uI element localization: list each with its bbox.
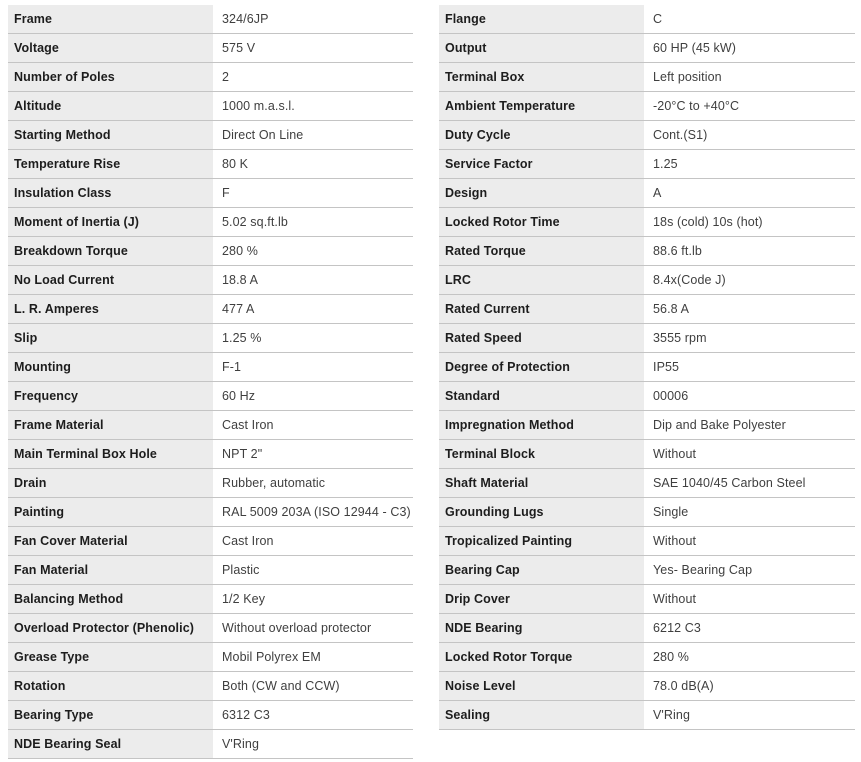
spec-row-value: 60 Hz: [213, 382, 413, 410]
spec-row-label: Mounting: [8, 353, 213, 381]
spec-row-value: V'Ring: [213, 730, 413, 758]
spec-row: [439, 382, 855, 411]
spec-row: [439, 179, 855, 208]
spec-row-value: Mobil Polyrex EM: [213, 643, 413, 671]
spec-row: [439, 353, 855, 382]
spec-row-label: Fan Material: [8, 556, 213, 584]
spec-row-value: 1000 m.a.s.l.: [213, 92, 413, 120]
spec-row: [8, 498, 413, 527]
spec-row: [8, 63, 413, 92]
spec-row: [439, 585, 855, 614]
spec-row-label: Grease Type: [8, 643, 213, 671]
spec-row: [439, 701, 855, 730]
spec-row-value: 2: [213, 63, 413, 91]
spec-row-value: 1.25: [644, 150, 855, 178]
spec-row-label: Drip Cover: [439, 585, 644, 613]
spec-row-label: Degree of Protection: [439, 353, 644, 381]
spec-row-value: A: [644, 179, 855, 207]
spec-row: [439, 614, 855, 643]
spec-row-value: Both (CW and CCW): [213, 672, 413, 700]
spec-row-value: SAE 1040/45 Carbon Steel: [644, 469, 855, 497]
spec-row: [8, 411, 413, 440]
spec-row-value: Dip and Bake Polyester: [644, 411, 855, 439]
spec-row: [8, 382, 413, 411]
spec-row-label: Rated Torque: [439, 237, 644, 265]
spec-row: [8, 5, 413, 34]
spec-row-label: Drain: [8, 469, 213, 497]
spec-row: [439, 266, 855, 295]
spec-row-label: Terminal Block: [439, 440, 644, 468]
spec-row-value: 88.6 ft.lb: [644, 237, 855, 265]
spec-row-value: 6312 C3: [213, 701, 413, 729]
spec-row-value: 60 HP (45 kW): [644, 34, 855, 62]
spec-row-label: Temperature Rise: [8, 150, 213, 178]
spec-row-label: No Load Current: [8, 266, 213, 294]
spec-row-value: Cast Iron: [213, 411, 413, 439]
spec-row-label: Altitude: [8, 92, 213, 120]
spec-row-label: Standard: [439, 382, 644, 410]
spec-row-label: Insulation Class: [8, 179, 213, 207]
spec-row-label: Bearing Type: [8, 701, 213, 729]
spec-row-label: Painting: [8, 498, 213, 526]
spec-row: [439, 208, 855, 237]
spec-row: [8, 701, 413, 730]
spec-row-label: Locked Rotor Torque: [439, 643, 644, 671]
spec-row-label: Frame: [8, 5, 213, 33]
spec-row-value: 18.8 A: [213, 266, 413, 294]
spec-row: [439, 672, 855, 701]
spec-row-value: Without overload protector: [213, 614, 413, 642]
spec-row-value: 6212 C3: [644, 614, 855, 642]
spec-row-value: 00006: [644, 382, 855, 410]
spec-row-label: Overload Protector (Phenolic): [8, 614, 213, 642]
spec-row: [8, 324, 413, 353]
spec-row: [439, 643, 855, 672]
spec-row-label: Rated Speed: [439, 324, 644, 352]
spec-row: [8, 730, 413, 759]
spec-row-value: Yes- Bearing Cap: [644, 556, 855, 584]
spec-row-label: Locked Rotor Time: [439, 208, 644, 236]
spec-row-value: Rubber, automatic: [213, 469, 413, 497]
spec-row-label: Voltage: [8, 34, 213, 62]
spec-row-label: Tropicalized Painting: [439, 527, 644, 555]
spec-row-value: Left position: [644, 63, 855, 91]
spec-row: [8, 179, 413, 208]
spec-row-label: LRC: [439, 266, 644, 294]
spec-row-label: Breakdown Torque: [8, 237, 213, 265]
spec-row-value: 1/2 Key: [213, 585, 413, 613]
spec-row-label: Balancing Method: [8, 585, 213, 613]
spec-row: [439, 63, 855, 92]
spec-row-label: Output: [439, 34, 644, 62]
spec-row-value: IP55: [644, 353, 855, 381]
spec-row-label: Flange: [439, 5, 644, 33]
spec-row-label: L. R. Amperes: [8, 295, 213, 323]
spec-row: [439, 411, 855, 440]
spec-row-label: Moment of Inertia (J): [8, 208, 213, 236]
spec-row-label: Fan Cover Material: [8, 527, 213, 555]
spec-row-value: V'Ring: [644, 701, 855, 729]
spec-row-value: 80 K: [213, 150, 413, 178]
spec-row-value: NPT 2": [213, 440, 413, 468]
spec-row: [8, 208, 413, 237]
spec-row: [8, 469, 413, 498]
spec-row: [439, 121, 855, 150]
spec-row-value: 5.02 sq.ft.lb: [213, 208, 413, 236]
spec-row-value: 575 V: [213, 34, 413, 62]
spec-row-value: Plastic: [213, 556, 413, 584]
spec-row-label: Number of Poles: [8, 63, 213, 91]
spec-row-value: 8.4x(Code J): [644, 266, 855, 294]
spec-row-label: Rotation: [8, 672, 213, 700]
spec-row-value: Without: [644, 440, 855, 468]
spec-row-value: -20°C to +40°C: [644, 92, 855, 120]
spec-row-value: 18s (cold) 10s (hot): [644, 208, 855, 236]
spec-row-label: Noise Level: [439, 672, 644, 700]
spec-row-value: F-1: [213, 353, 413, 381]
spec-row-value: Without: [644, 527, 855, 555]
spec-row-value: 78.0 dB(A): [644, 672, 855, 700]
spec-row-value: Cont.(S1): [644, 121, 855, 149]
spec-row-label: Duty Cycle: [439, 121, 644, 149]
spec-row: [8, 556, 413, 585]
spec-row-label: NDE Bearing Seal: [8, 730, 213, 758]
spec-row: [439, 469, 855, 498]
spec-row: [439, 527, 855, 556]
spec-row-label: Sealing: [439, 701, 644, 729]
spec-row-value: Single: [644, 498, 855, 526]
spec-row-label: Grounding Lugs: [439, 498, 644, 526]
spec-row: [8, 150, 413, 179]
spec-row-value: Direct On Line: [213, 121, 413, 149]
spec-row-label: Bearing Cap: [439, 556, 644, 584]
spec-row-label: Slip: [8, 324, 213, 352]
spec-row: [8, 92, 413, 121]
spec-row: [439, 295, 855, 324]
spec-row: [8, 353, 413, 382]
spec-row-value: 1.25 %: [213, 324, 413, 352]
spec-row-value: Without: [644, 585, 855, 613]
spec-row-label: Frequency: [8, 382, 213, 410]
spec-row-label: Ambient Temperature: [439, 92, 644, 120]
spec-row-label: Starting Method: [8, 121, 213, 149]
spec-row-value: RAL 5009 203A (ISO 12944 - C3): [213, 498, 413, 526]
spec-row: [8, 440, 413, 469]
spec-row: [439, 440, 855, 469]
spec-row: [8, 585, 413, 614]
spec-row-value: F: [213, 179, 413, 207]
spec-row: [8, 614, 413, 643]
spec-row-value: 477 A: [213, 295, 413, 323]
spec-row: [439, 237, 855, 266]
spec-row-label: Service Factor: [439, 150, 644, 178]
spec-row: [439, 92, 855, 121]
spec-row: [8, 672, 413, 701]
spec-row-value: 280 %: [213, 237, 413, 265]
spec-table-right: [439, 5, 855, 730]
spec-row-label: Impregnation Method: [439, 411, 644, 439]
spec-row: [8, 237, 413, 266]
spec-row: [8, 527, 413, 556]
spec-row: [8, 266, 413, 295]
spec-table-left: [8, 5, 413, 759]
spec-row-value: 280 %: [644, 643, 855, 671]
spec-row: [439, 150, 855, 179]
spec-row-label: Main Terminal Box Hole: [8, 440, 213, 468]
spec-row: [8, 643, 413, 672]
spec-row: [8, 34, 413, 63]
spec-row: [8, 121, 413, 150]
spec-row: [439, 498, 855, 527]
spec-row: [439, 34, 855, 63]
spec-row-label: Rated Current: [439, 295, 644, 323]
spec-row-value: 3555 rpm: [644, 324, 855, 352]
spec-row: [439, 324, 855, 353]
spec-row-value: Cast Iron: [213, 527, 413, 555]
spec-row: [439, 5, 855, 34]
spec-row: [439, 556, 855, 585]
spec-row: [8, 295, 413, 324]
spec-row-label: Design: [439, 179, 644, 207]
spec-row-label: Terminal Box: [439, 63, 644, 91]
spec-row-label: NDE Bearing: [439, 614, 644, 642]
spec-row-value: C: [644, 5, 855, 33]
spec-row-value: 56.8 A: [644, 295, 855, 323]
spec-row-label: Frame Material: [8, 411, 213, 439]
spec-row-label: Shaft Material: [439, 469, 644, 497]
spec-row-value: 324/6JP: [213, 5, 413, 33]
